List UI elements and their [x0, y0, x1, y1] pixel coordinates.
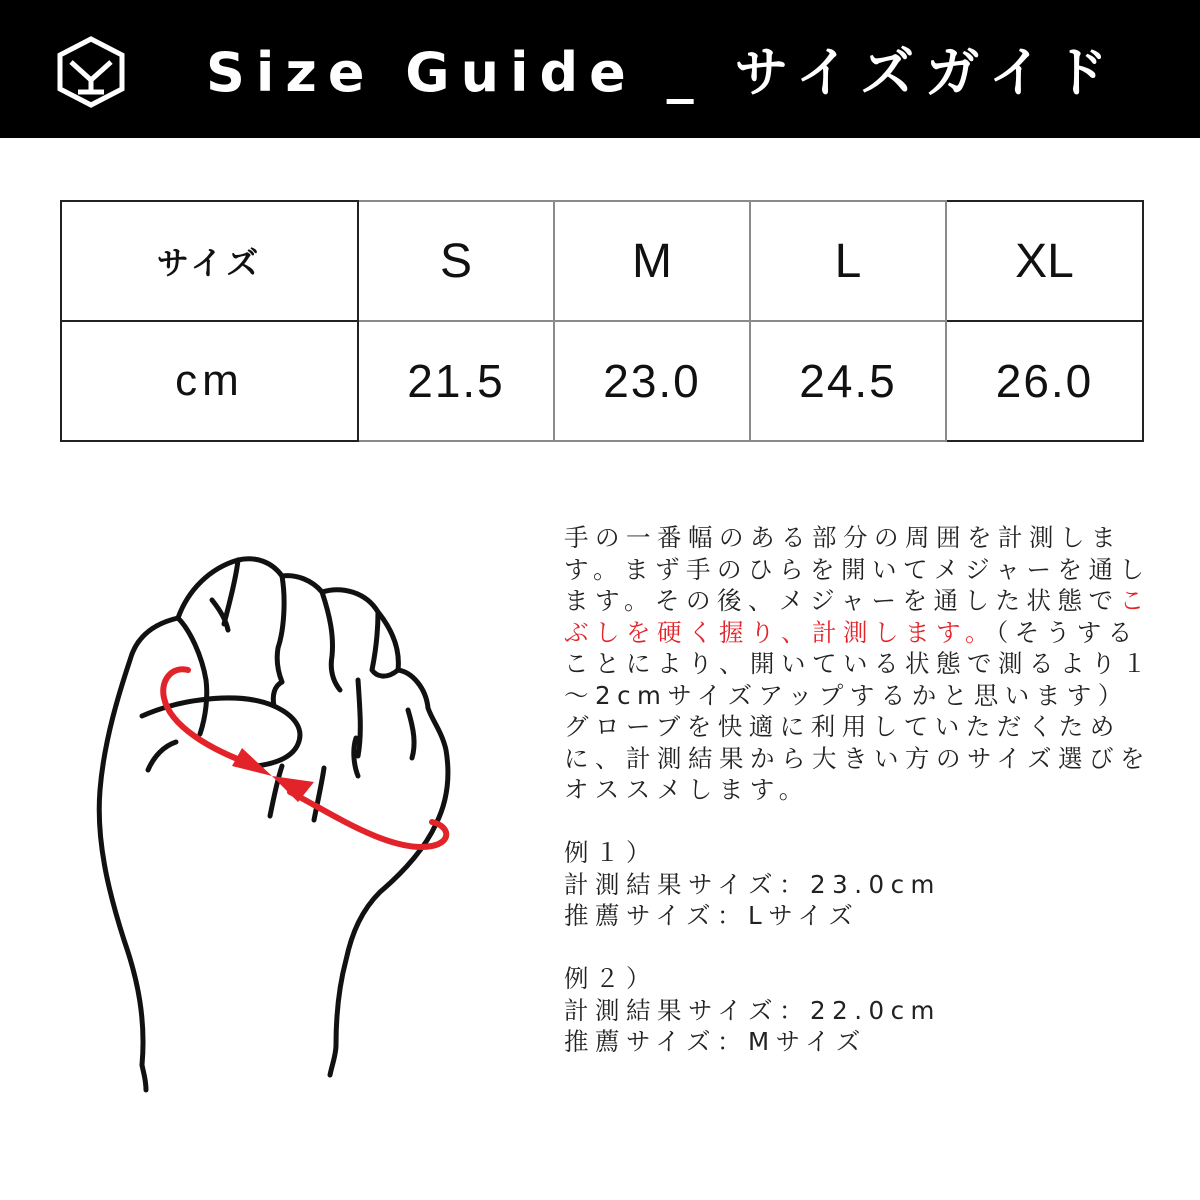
instructions-part2: （そうすることにより、開いている状態で測るより１～2cmサイズアップするかと思います）: [564, 617, 1153, 710]
instructions-paragraph-2: グローブを快適に利用していただくために、計測結果から大きい方のサイズ選びをオススメします。: [564, 712, 1152, 804]
fist-measurement-icon: [60, 520, 500, 1110]
example-2-label: 例２）: [564, 964, 657, 993]
instructions-paragraph: [564, 522, 1164, 711]
size-row-label: サイズ: [61, 201, 358, 321]
example-2-recommend: 推薦サイズ：Mサイズ: [564, 1027, 867, 1056]
page-title: Size Guide _ サイズガイド: [206, 41, 1119, 104]
measure-row-label: cm: [61, 321, 358, 441]
brand-logo-icon: [56, 36, 126, 108]
example-1: [564, 837, 1164, 932]
page-header: [0, 0, 1200, 138]
size-m: M: [554, 201, 750, 321]
size-l: L: [750, 201, 946, 321]
measure-s: 21.5: [358, 321, 554, 441]
example-1-label: 例１）: [564, 838, 657, 867]
measure-l: 24.5: [750, 321, 946, 441]
instructions-highlight: こぶしを硬く握り、計測します。: [564, 586, 1151, 647]
example-1-result: 計測結果サイズ：23.0cm: [564, 869, 941, 899]
size-xl: XL: [946, 201, 1143, 321]
instructions-text: [564, 522, 1164, 1058]
measure-xl: 26.0: [946, 321, 1143, 441]
measure-m: 23.0: [554, 321, 750, 441]
measurement-row: [61, 321, 1143, 441]
example-1-recommend: 推薦サイズ：Lサイズ: [564, 901, 860, 930]
instructions-part1: 手の一番幅のある部分の周囲を計測します。まず手のひらを開いてメジャーを通します。その後、メジャーを通した状態で: [564, 523, 1151, 615]
size-s: S: [358, 201, 554, 321]
example-2: [564, 963, 1164, 1058]
size-header-row: [61, 201, 1143, 321]
size-table: [60, 200, 1144, 442]
example-2-result: 計測結果サイズ：22.0cm: [564, 995, 941, 1025]
